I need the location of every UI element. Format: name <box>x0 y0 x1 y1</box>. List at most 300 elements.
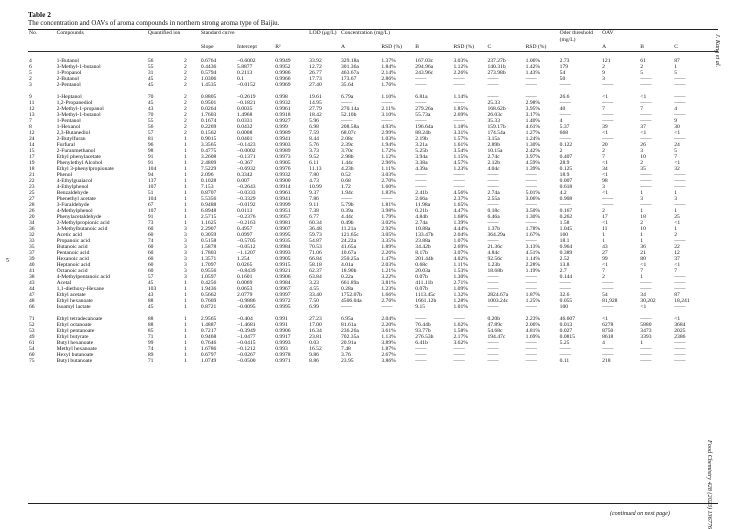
table-cell: 37 <box>640 124 646 130</box>
table-cell: 4.61% <box>525 124 541 130</box>
table-cell: 3684 <box>674 322 686 328</box>
header-quantified-ion: Quantified ion <box>147 30 181 36</box>
table-cell: —— <box>453 346 465 352</box>
table-cell: 43 <box>147 106 154 112</box>
header-conc-c: C <box>486 44 524 52</box>
table-cell: 89 <box>147 352 154 358</box>
table-cell: —— <box>415 82 427 88</box>
table-cell: Ethyl octanoate <box>56 322 92 328</box>
table-cell: 3.03% <box>381 172 396 178</box>
table-cell: 4.56% <box>453 190 468 196</box>
table-cell: 2.55a <box>487 196 500 202</box>
table-cell: 1.01% <box>453 304 468 310</box>
table-cell: 218 <box>602 358 611 364</box>
table-cell: 36.48 <box>309 226 322 232</box>
table-cell: 21.36c <box>487 244 503 250</box>
table-cell: 2-Pentanol <box>56 82 81 88</box>
table-cell: 1.14% <box>453 94 468 100</box>
table-cell: 68.07c <box>341 130 357 136</box>
table-cell: 1.39% <box>453 220 468 226</box>
table-cell: 7 <box>640 106 644 112</box>
table-cell: 0.7217 <box>200 328 217 334</box>
table-cell: 0.9986 <box>275 70 291 76</box>
table-cell: —— <box>453 358 465 364</box>
table-cell: −0.1423 <box>237 142 256 148</box>
table-cell: 270.14a <box>341 106 359 112</box>
table-cell: 70.53 <box>309 244 322 250</box>
table-cell: 3393 <box>640 334 652 340</box>
table-cell: Butanoic acid <box>56 244 88 250</box>
table-cell: 1 <box>183 172 187 178</box>
table-cell: 2.17% <box>453 334 468 340</box>
table-cell: 2.2907 <box>200 226 217 232</box>
table-cell: 38 <box>29 274 35 280</box>
table-cell: Acetal <box>56 280 72 286</box>
table-cell: 60.34 <box>309 220 322 226</box>
table-cell: —— <box>640 184 652 190</box>
table-cell: 0.908 <box>559 196 573 202</box>
table-cell: 1 <box>674 226 678 232</box>
table-cell: 1 <box>183 280 187 286</box>
table-cell: 1003.24c <box>487 298 509 304</box>
table-cell: 45 <box>147 82 154 88</box>
table-cell: —— <box>674 280 686 286</box>
table-cell: 3.31% <box>453 130 468 136</box>
table-cell: 104 <box>147 166 157 172</box>
table-cell: 25 <box>29 190 35 196</box>
table-cell: —— <box>487 184 499 190</box>
table-cell: —— <box>640 100 652 106</box>
table-cell: 0.9932 <box>275 100 291 106</box>
table-cell: 0.9949 <box>275 58 291 64</box>
table-cell: 2.86% <box>381 76 396 82</box>
table-cell: 1 <box>640 274 644 280</box>
table-cell: 3 <box>602 184 605 190</box>
table-cell: 1.23b <box>487 262 501 268</box>
table-cell: −0.1212 <box>237 346 256 352</box>
table-cell: 0.167 <box>559 208 573 214</box>
table-cell: —— <box>525 94 537 100</box>
table-cell: 1.44c <box>341 160 354 166</box>
table-cell: 7.48 <box>341 346 351 352</box>
table-cell: 1.24% <box>525 136 541 142</box>
table-cell: —— <box>415 76 427 82</box>
table-cell: 0.9952 <box>275 64 291 70</box>
table-cell: 61 <box>640 58 646 64</box>
table-cell: 1 <box>183 328 187 334</box>
table-cell: 0.68 <box>341 178 351 184</box>
table-cell: 7.86 <box>309 196 319 202</box>
table-cell: 44 <box>29 286 35 292</box>
table-cell: —— <box>453 172 465 178</box>
table-cell: 0.9993 <box>275 340 291 346</box>
table-cell: 4.2 <box>559 190 567 196</box>
table-cell: 9 <box>29 94 32 100</box>
table-cell: 0.1028 <box>200 178 217 184</box>
table-cell: Benzaldehyde <box>56 190 89 196</box>
table-cell: 0.999 <box>275 124 288 130</box>
table-cell: —— <box>525 82 537 88</box>
table-cell: 0.6797 <box>200 352 217 358</box>
table-cell: —— <box>602 136 614 142</box>
table-cell: 55 <box>147 64 154 70</box>
table-cell: 3.89% <box>381 340 396 346</box>
table-cell: 6.8948 <box>200 208 217 214</box>
table-cell: 1-Pentanol <box>56 118 81 124</box>
table-cell: 1.0306 <box>200 76 217 82</box>
table-cell: 4.02% <box>453 256 468 262</box>
table-cell: 0.18c <box>487 208 500 214</box>
table-cell: 1.23% <box>381 286 396 292</box>
table-cell: 55.73a <box>415 112 431 118</box>
table-cell: 24.22a <box>341 238 357 244</box>
table-cell: —— <box>341 304 353 310</box>
table-cell: 28 <box>29 202 35 208</box>
table-cell: 3.13% <box>525 244 541 250</box>
table-cell: 60 <box>147 268 154 274</box>
table-cell: 6 <box>29 64 32 70</box>
table-cell: Ethyl tetradecanoate <box>56 316 103 322</box>
table-cell: 4.51% <box>525 250 541 256</box>
table-cell: 3 <box>602 76 605 82</box>
table-cell: —— <box>525 304 537 310</box>
table-cell: 2 <box>29 76 32 82</box>
table-cell: 18.9 <box>559 172 570 178</box>
table-cell: 0.07b <box>415 274 428 280</box>
table-cell: 94 <box>147 172 154 178</box>
table-cell: 3.38a <box>415 160 428 166</box>
table-cell: 45 <box>147 280 154 286</box>
table-cell: 4.44c <box>341 214 354 220</box>
table-cell: 3 <box>183 250 187 256</box>
table-cell: 301.36a <box>341 64 359 70</box>
table-cell: —— <box>453 100 465 106</box>
header-concentration: Concentration (mg/L) <box>341 30 390 36</box>
table-cell: 4506.04a <box>341 298 362 304</box>
table-cell: 1.42% <box>525 64 541 70</box>
header-no: No. <box>29 30 38 36</box>
table-cell: 0.0113 <box>237 208 253 214</box>
table-cell: 88 <box>147 322 154 328</box>
table-cell: 1 <box>183 322 187 328</box>
table-cell: 3.97% <box>525 154 541 160</box>
table-cell: —— <box>640 178 652 184</box>
table-cell: 1752.07b <box>341 292 362 298</box>
table-cell: —— <box>602 118 614 124</box>
table-cell: 3 <box>183 262 187 268</box>
table-cell: Phenol <box>56 172 73 178</box>
table-cell: 1.14% <box>525 256 541 262</box>
table-cell: Butyl hexanoate <box>56 340 94 346</box>
table-cell: 208.58a <box>341 124 359 130</box>
table-cell: 8 <box>29 124 32 130</box>
table-cell: 1 <box>183 298 187 304</box>
table-cell: —— <box>640 286 652 292</box>
header-intercept: Intercept <box>236 44 274 52</box>
table-cell: 32 <box>29 232 35 238</box>
table-cell: 0.007 <box>559 178 573 184</box>
table-cell: 15 <box>29 148 35 154</box>
table-cell: 48 <box>29 298 35 304</box>
table-cell: 3.22% <box>381 274 396 280</box>
table-cell: 60 <box>147 250 154 256</box>
table-cell: —— <box>602 280 614 286</box>
table-cell: 1.7603 <box>200 112 217 118</box>
page-number: 5 <box>6 258 9 264</box>
table-cell: 31 <box>147 70 154 76</box>
header-oav-a: A <box>601 44 639 52</box>
table-cell: 6.79a <box>341 94 354 100</box>
table-cell: 3-Methyl-1-butanol <box>56 112 101 118</box>
table-cell: −0.0095 <box>237 304 256 310</box>
table-cell: 5.5356 <box>200 196 217 202</box>
table-cell: 88.24b <box>415 130 431 136</box>
table-cell: —— <box>525 280 537 286</box>
table-cell: 1.37b <box>487 226 501 232</box>
table-cell: 1.12% <box>381 154 396 160</box>
table-cell: 411.11b <box>415 280 434 286</box>
table-cell: <1 <box>602 190 609 196</box>
table-cell: 0.9961 <box>275 106 291 112</box>
table-cell: 0.9488 <box>200 202 217 208</box>
table-cell: 1 <box>640 340 644 346</box>
table-cell: 2 <box>602 64 605 70</box>
table-cell: 0.20b <box>487 316 501 322</box>
table-cell: −0.5705 <box>237 238 256 244</box>
table-cell: —— <box>602 202 614 208</box>
table-cell: 43 <box>147 292 154 298</box>
table-cell: —— <box>525 184 537 190</box>
table-cell: −0.6002 <box>237 58 256 64</box>
table-cell: 27.79 <box>309 106 322 112</box>
table-cell: 2.28% <box>525 262 541 268</box>
table-cell: —— <box>602 346 614 352</box>
table-cell: 1 <box>640 238 644 244</box>
table-cell: 2.69% <box>453 244 468 250</box>
table-cell: 0.998 <box>275 94 288 100</box>
table-cell: 1 <box>674 208 678 214</box>
table-cell: 99 <box>602 256 608 262</box>
table-cell: 0.5158 <box>200 238 217 244</box>
table-cell: 0.0432 <box>237 124 253 130</box>
table-cell: −1.4681 <box>237 322 256 328</box>
table-cell: 7 <box>602 154 605 160</box>
table-cell: 4.01a <box>341 262 354 268</box>
table-cell: <1 <box>640 94 647 100</box>
table-cell: 98 <box>602 178 608 184</box>
table-cell: 1.7097 <box>200 262 217 268</box>
table-cell: —— <box>525 340 537 346</box>
table-cell: 6.98 <box>309 124 319 130</box>
table-cell: 85 <box>147 328 154 334</box>
table-cell: —— <box>341 196 353 202</box>
table-cell: 71 <box>29 316 35 322</box>
table-cell: 56 <box>147 58 154 64</box>
table-cell: 4-Ethylguaiacol <box>56 178 93 184</box>
table-cell: 364.29a <box>487 232 506 238</box>
table-cell: 9.86 <box>309 352 319 358</box>
table-cell: 0.9941 <box>275 196 291 202</box>
table-cell: 0.0264 <box>200 106 217 112</box>
table-cell: 2 <box>559 148 563 154</box>
table-cell: 3.17% <box>525 112 541 118</box>
table-cell: 3473 <box>640 328 652 334</box>
table-cell: 2.98b <box>341 154 354 160</box>
table-cell: 0.21b <box>415 208 428 214</box>
table-cell: 1.79% <box>381 214 396 220</box>
table-cell: —— <box>487 280 499 286</box>
table-cell: 0.9957 <box>275 214 291 220</box>
table-cell: 0.9951 <box>275 208 291 214</box>
table-cell: —— <box>487 202 499 208</box>
table-cell: 20.03a <box>415 268 431 274</box>
table-cell: 236.26a <box>341 328 359 334</box>
table-cell: −0.9886 <box>237 298 256 304</box>
table-cell: 9.11 <box>309 202 319 208</box>
table-cell: 2.41b <box>415 190 428 196</box>
table-cell: 40 <box>29 262 35 268</box>
table-cell: 4 <box>674 106 678 112</box>
table-cell: 1.58 <box>559 220 570 226</box>
table-cell: Heptanoic acid <box>56 262 91 268</box>
table-cell: 0.125 <box>559 166 573 172</box>
table-cell: 7 <box>640 268 644 274</box>
table-cell: 13.8 <box>559 262 570 268</box>
table-cell: 87 <box>674 58 680 64</box>
table-cell: 1.25% <box>525 298 541 304</box>
table-cell: 1.1625 <box>200 220 217 226</box>
table-cell: 6.99 <box>309 304 319 310</box>
table-cell: 0.9999 <box>275 202 291 208</box>
table-cell: 1.3571 <box>200 256 217 262</box>
table-cell: 7.5229 <box>200 166 217 172</box>
table-cell: 3.10% <box>381 112 396 118</box>
table-cell: 11.21a <box>341 226 356 232</box>
table-cell: 0.39a <box>341 208 354 214</box>
table-cell: <1 <box>602 94 609 100</box>
table-cell: —— <box>453 316 465 322</box>
table-cell: 279.26a <box>415 106 434 112</box>
table-cell: 10.15a <box>487 148 503 154</box>
table-cell: 2 <box>183 64 187 70</box>
table-cell: —— <box>525 220 537 226</box>
table-cell: 1 <box>183 178 187 184</box>
header-lod: LOD (μg/L) <box>309 30 337 36</box>
table-cell: 3.03% <box>453 58 468 64</box>
table-cell: 2 <box>183 106 187 112</box>
table-cell: 194.47c <box>487 334 506 340</box>
table-cell: 0.8721 <box>200 304 217 310</box>
table-cell: 0.0653 <box>237 286 253 292</box>
table-cell: 1 <box>183 136 187 142</box>
table-cell: 96 <box>147 142 154 148</box>
table-cell: 21 <box>640 250 646 256</box>
table-cell: Phenylethyl Alcohol <box>56 160 103 166</box>
table-cell: 0.2113 <box>237 70 253 76</box>
table-cell: 0.9989 <box>275 130 291 136</box>
table-cell: 53 <box>29 328 35 334</box>
header-slope: Slope <box>200 44 236 52</box>
table-cell: —— <box>453 178 465 184</box>
table-cell: 121.65c <box>341 232 359 238</box>
table-cell: —— <box>674 184 686 190</box>
table-cell: 0.1601 <box>237 274 253 280</box>
table-cell: 2.14% <box>381 70 396 76</box>
table-cell: 3 <box>29 82 32 88</box>
table-cell: 3-Methyl-1-butanol <box>56 64 101 70</box>
table-cell: 62.37 <box>309 268 322 274</box>
table-cell: 1 <box>183 208 187 214</box>
table-cell: 1 <box>183 154 187 160</box>
table-cell: 1.0749 <box>200 358 217 364</box>
table-cell: 2.08c <box>341 136 354 142</box>
table-cell: 0.9015 <box>200 136 217 142</box>
table-cell: 52 <box>29 322 35 328</box>
table-cell: —— <box>415 118 427 124</box>
table-cell: 23 <box>29 184 35 190</box>
table-cell: 1661.12b <box>415 298 437 304</box>
table-cell: <1 <box>602 172 609 178</box>
table-cell: 7.153 <box>200 184 214 190</box>
table-cell: —— <box>415 316 427 322</box>
table-cell: 2 <box>640 220 644 226</box>
header-r2: R² <box>274 44 308 52</box>
table-cell: 0.9501 <box>200 100 217 106</box>
table-cell: 1.67% <box>525 232 541 238</box>
table-cell: 1.07% <box>453 238 468 244</box>
table-cell: 4.81% <box>525 328 541 334</box>
table-cell: 0.0331 <box>237 118 253 124</box>
table-cell: 32.6 <box>559 292 570 298</box>
table-cell: 3.2608 <box>200 154 217 160</box>
table-cell: Methyl hexanoate <box>56 346 97 352</box>
table-cell: 1.94c <box>341 190 354 196</box>
table-cell: 0.9935 <box>275 238 291 244</box>
table-cell: —— <box>674 304 686 310</box>
table-cell: 3.61% <box>381 328 396 334</box>
table-cell: 24 <box>674 142 680 148</box>
table-cell: 0.9961 <box>275 190 291 196</box>
table-cell: 0.5662 <box>200 292 217 298</box>
table-cell: −0.0267 <box>237 352 256 358</box>
table-cell: 0.8805 <box>200 94 217 100</box>
table-cell: 71 <box>147 334 154 340</box>
table-cell: 1 <box>674 190 678 196</box>
table-cell: 0.7646 <box>200 340 217 346</box>
table-cell: 0.9995 <box>275 232 291 238</box>
table-cell: 140.31b <box>487 64 506 70</box>
aroma-compounds-table <box>28 30 718 364</box>
table-cell: 1.11% <box>381 166 396 172</box>
table-cell: 99 <box>147 340 154 346</box>
table-cell: −0.8439 <box>237 268 256 274</box>
table-cell: 0.993 <box>275 346 288 352</box>
table-cell: 3 <box>183 232 187 238</box>
table-cell: <1 <box>602 220 609 226</box>
table-cell: 17.00 <box>309 322 322 328</box>
table-cell: 2.74a <box>415 220 428 226</box>
table-cell: 1.30% <box>525 142 541 148</box>
table-cell: 18 <box>640 214 646 220</box>
table-cell: 0.055 <box>559 298 573 304</box>
table-cell: —— <box>674 274 686 280</box>
table-cell: 54.87 <box>309 238 322 244</box>
table-cell: 463.67a <box>341 70 359 76</box>
table-cell: 1.39% <box>525 166 541 172</box>
table-cell: 54 <box>29 346 35 352</box>
table-cell: 2.89b <box>487 142 501 148</box>
table-cell: 16.34 <box>309 328 322 334</box>
